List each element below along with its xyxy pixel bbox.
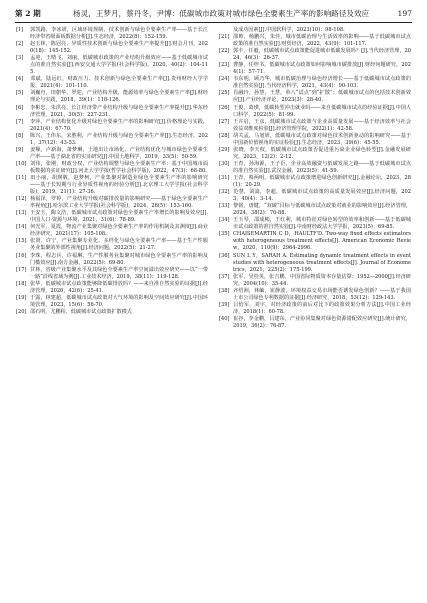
reference-entry <box>16 238 208 252</box>
reference-text: 刘伟，张刚，财政分权、产业结构调整与绿色全要素生产率：基于中国城市面板数据的实证研究[J].河北大学学报(哲学社会科学版)，2022，47(3)：68-80. <box>30 160 208 174</box>
header-rule <box>15 22 412 23</box>
reference-number: [14] <box>16 224 27 231</box>
reference-number: [34] <box>219 217 230 224</box>
running-header <box>15 7 412 20</box>
reference-entry <box>219 147 411 161</box>
reference-text: 崔谷，李金鹏，吕建东，产业协同集聚对绿色资源错配效应研究[J].统计研究，2019，36(2)：76-87. <box>233 315 411 329</box>
references-right-column <box>219 27 411 330</box>
reference-entry <box>16 147 208 161</box>
reference-number: [35] <box>219 231 230 238</box>
reference-number: [18] <box>16 280 27 287</box>
reference-text: 张军，吴桂英，张吉鹏，中国省际物质资本存量估算：1952—2000[J].经济研究，2004(10)：35-44. <box>233 273 411 287</box>
reference-entry <box>16 55 208 76</box>
reference-entry <box>219 203 411 217</box>
reference-entry <box>16 175 208 196</box>
reference-number: [25] <box>219 90 230 97</box>
reference-entry <box>16 253 208 267</box>
reference-text: 王安玉，陶文浩，低碳城市试点政策对绿色全要素生产率增长的影响及效应[J].中国人口·资源与环境，2021，31(6)：78-89. <box>30 210 208 224</box>
reference-text: 吕怡军，刘宇，对经济政策的前后对比下的政策效果分析方法[J].中国工业经济，2018(1)：60-78. <box>233 301 411 315</box>
reference-number: [37] <box>219 273 230 280</box>
reference-text: 田小丽，胡瑛敬，赵梦柯，产业集聚对制造业绿色全要素生产率的影响研究——基于长短期与行业异质性视角的经验分析[J].北京理工大学学报(社会科学版)，2019，21(1)：27-36. <box>30 174 208 196</box>
reference-text: 及成功因素[J].中国软科学，2023(10)：98-108. <box>233 27 345 33</box>
reference-text: 孟迎，王晴飞，刘丽，低碳城市政策的产业结构升级效应——基于低碳城市试点的准自然实验[J].西安交通大学学报(社会科学版)，2020，40(2)：104-115. <box>30 55 208 76</box>
reference-text: 李彬忠，朱洪亮，长江经济带产业结构升级与绿色全要素生产率提升[J].华东经济管理，2021，30(5)：227-231. <box>30 104 208 118</box>
reference-number: [5] <box>16 90 24 97</box>
reference-text: 齐绍洲，林岫，崔静波，环境权益交易市场能否诱发绿色创新？——基于我国上市公司绿色专利数据的证据[J].经济研究，2018，53(12)：129-143. <box>233 287 411 301</box>
reference-entry <box>219 288 411 302</box>
reference-entry <box>16 224 208 238</box>
reference-text: 黎铭，唐键，“双碳”目标与低碳城市试点政策对就业的影响效应[J].经济管理，2024，38(2)：76-88. <box>233 203 411 217</box>
reference-number: [15] <box>16 238 27 245</box>
reference-entry <box>16 267 208 281</box>
references-left-column <box>16 27 208 316</box>
reference-entry <box>16 90 208 104</box>
reference-text: 曹静，任梓书，低碳城市试点政策如何影响城市碳排放[J].财经问题研究，2024(1)：57-71. <box>233 62 411 76</box>
reference-entry <box>219 175 411 189</box>
reference-entry <box>16 76 208 90</box>
reference-text: 杨福泽，罗婷，产业结构升级对碳排放量的影响研究——基于绿色全要素生产率视角[J].哈尔滨工业大学学报(社会科学版)，2024，26(5)：153-160. <box>30 196 208 210</box>
reference-number: [1] <box>16 27 24 33</box>
reference-number: [19] <box>16 294 27 301</box>
reference-entry <box>219 302 411 316</box>
reference-text: 郭丰，任毅，低碳城市试点政策能促进城市低碳发展吗？[J].当代经济管理，2024，46(3)：26-37. <box>233 48 411 62</box>
reference-text: 何光军，夏霞，物流产业集聚对绿色全要素生产率的作用机制及其测度[J].商业经济研究，2021(17)：105-108. <box>30 224 208 238</box>
reference-number: [11] <box>16 174 27 181</box>
reference-number: [17] <box>16 266 27 273</box>
issue-label: 第 2 期 <box>15 9 41 18</box>
reference-entry <box>16 41 208 55</box>
reference-entry <box>219 274 411 288</box>
reference-entry <box>219 119 411 133</box>
reference-entry <box>16 161 208 175</box>
reference-number: [22] <box>219 48 230 55</box>
reference-number: [40] <box>219 315 230 322</box>
reference-number: [26] <box>219 104 230 111</box>
reference-entry <box>16 210 208 224</box>
reference-entry <box>219 231 411 252</box>
reference-entry <box>16 27 208 41</box>
reference-number: [29] <box>219 146 230 153</box>
reference-text: 陈兴，王伟东，宋胜利，产业结构升级与绿色全要素生产率[J].生态经济，2021，37(12)：43-53. <box>30 132 208 146</box>
reference-text: 韦东明，顾乃华，城市低碳治理与绿色经济增长——基于低碳城市试点政策的准自然实验[J].当代经济科学，2021，43(4)：90-103. <box>233 76 411 90</box>
reference-text: 肖融玲，孙慧，王慧，单八“试点”到“扩散”：低碳城市试点的包括技术创新效应[J].产业经济评论，2023(3)：28-40. <box>233 90 411 104</box>
reference-number: [28] <box>219 132 230 139</box>
running-title: 杨灵，王梦月，蔡丹冬，尹博：低碳城市政策对城市绿色全要素生产率的影响路径及效应 <box>73 9 370 18</box>
reference-text: 胡关孟，马旭妍，低碳城市试点政策对绿色技术创新驱动的影响研究——基于中国新价值视角的实证检验[J].生态经济，2023，39(6)：45-55. <box>233 132 411 146</box>
page-number: 197 <box>397 9 412 18</box>
reference-text: 邓斌，陆远红，财政压力、技术创新与绿色全要素生产率[J].贵州财经大学学报，2021(4)：101-110. <box>30 76 208 90</box>
reference-number: [32] <box>219 189 230 196</box>
reference-text: 王俊，葛瑛，低碳转型冲击就业吗——来自低碳城市试点的经验证据[J].中国人口科学，2022(5)：81-99. <box>233 104 411 118</box>
reference-number: [6] <box>16 104 24 111</box>
reference-text: 王玉琴，邵成彬，王红利，城市特征对绿色转型的效率和创新——基于低碳城市试点政策的准自然实验[J].中南财经政法大学学报，2023(5)：69-85. <box>233 217 411 231</box>
reference-entry <box>219 105 411 119</box>
reference-entry <box>16 196 208 210</box>
reference-text: 张华，低碳城市试点政策能够降低碳排放吗？——来自准自然实验的证据[J].经济管理，2020，42(6)：25-41. <box>30 280 208 294</box>
reference-number: [30] <box>219 160 230 167</box>
reference-entry <box>16 119 208 133</box>
reference-number: [7] <box>16 118 24 125</box>
reference-text: 王育，孙海源，王子臣，企业高效融资与低碳发展之路——基于低碳城市试点的准自然实验[J].武汉金融，2023(5)：41-59. <box>233 160 411 174</box>
reference-entry <box>16 309 208 316</box>
reference-entry <box>219 90 411 104</box>
reference-number: [24] <box>219 76 230 83</box>
reference-number: [20] <box>16 308 27 315</box>
reference-entry <box>16 281 208 295</box>
reference-entry <box>219 217 411 231</box>
reference-number: [13] <box>16 210 27 217</box>
reference-text: 甘林，省级产业集聚水平及其绿色全要素生产率空间溢出效应研究——以“一带一路”沿线省域为例[J].工业技术经济，2019，38(11)：119-128. <box>30 266 208 280</box>
reference-number: [4] <box>16 76 24 83</box>
reference-entry <box>219 62 411 76</box>
reference-text: 赵玉林，陈冠亮，异质性技术创新与绿色全要素生产率提升[J].财会月刊，2020(18)：145-152. <box>30 41 208 55</box>
reference-number: [27] <box>219 118 230 125</box>
reference-text: 范慧，刘嵩，李超，低碳城市试点政策的高质量发展效应[J].经济问题，2023，40(4)：3-14. <box>233 189 411 203</box>
reference-entry <box>16 105 208 119</box>
reference-number: [31] <box>219 174 230 181</box>
reference-number: [3] <box>16 55 24 62</box>
reference-entry <box>219 161 411 175</box>
reference-number: [36] <box>219 252 230 259</box>
reference-text: 张贤，许宁，产业集聚专业化、多样化与绿色全要素生产率——基于生产性服务业集聚的外部性视角[J].经济问题，2022(5)：21-27. <box>30 238 208 252</box>
reference-text: SUN L Y，SARAH A. Estimating dynamic treatment effects in event studies with heterogeneous treatment effects[J]. Journal of Econometrics，2021，225(2)：175-199. <box>233 252 411 273</box>
reference-text: 刘巍舟，田朝华，罗迎，产业结构升级、能源效率与绿色全要素生产率[J].财经理论与实践，2018，39(1)：118-126. <box>30 90 208 104</box>
reference-text: 姜顺，卢新海，萧梦琳，土地出让市场化、产业结构优化与城市绿色全要素生产率——基于湖北省的实证研究[J].中国土地科学，2019，33(5)：50-59. <box>30 146 208 160</box>
reference-text: 李珠，程志兵，许福琳，生产性服务业集聚对城市绿色全要素生产率的影响及门槛效应[J].南方金融，2022(5)：69-80. <box>30 252 208 266</box>
reference-number: [10] <box>16 160 27 167</box>
reference-entry <box>219 48 411 62</box>
reference-text: 王卉启，王彦，低碳城市试点政策与企业高质量发展——基于经济效率与社会效益双维度检验[J].经济管理学院，2022(1)：42-58. <box>233 118 411 132</box>
reference-text: 邵石明，尤鹏程，低碳城市试点政策扩散模式 <box>30 308 132 315</box>
reference-text: CHAISEMARTIN C D，HAULTF'D. Two-way fixed effects estimators with heterogeneous treatment effects[J]. American Economic Review，2020，110(9)：2964-2996. <box>233 231 411 252</box>
reference-text: 张晓，李天权，低碳城市试点政策否促进重污染企业绿色转型[J].金融发展研究，2023，12(2)：2-12. <box>233 146 411 160</box>
reference-number: [38] <box>219 287 230 294</box>
reference-number: [21] <box>219 34 230 41</box>
reference-number: [33] <box>219 203 230 210</box>
reference-number: [9] <box>16 146 24 153</box>
reference-number: [39] <box>219 301 230 308</box>
reference-number: [8] <box>16 132 24 139</box>
reference-entry <box>219 76 411 90</box>
reference-number: [16] <box>16 252 27 259</box>
reference-number: [23] <box>219 62 230 69</box>
reference-number: [2] <box>16 41 24 48</box>
reference-text: 王青，蔡两明，低碳城市试点政策增进绿色创新研究[J].金融论坛，2023，28(1)：20-29. <box>233 174 411 189</box>
reference-entry <box>16 295 208 309</box>
reference-entry <box>219 34 411 48</box>
reference-entry <box>219 133 411 147</box>
reference-text: 邵帅，杨鹏兴，朱佳，城市低碳治理与生活效率的影响——基于低碳城市试点政策的准自然实验[J].财贸经济，2022，43(9)：101-117. <box>233 34 411 48</box>
reference-entry <box>219 316 411 330</box>
reference-entry <box>16 133 208 147</box>
reference-number: [12] <box>16 196 27 203</box>
reference-entry <box>219 253 411 274</box>
reference-entry <box>219 27 411 34</box>
reference-entry <box>219 189 411 203</box>
reference-text: 于露，林建超，低碳城市试点政策对大气环境的影响及空间效应研究[J].中国环境管理，2023，15(6)：56-70. <box>30 294 208 308</box>
reference-text: 李萍，产业结构优化升级对绿色全要素生产率的影响研究[J].价格理论与实践，2021(4)：67-70. <box>30 118 208 132</box>
reference-text: 郭凯路，李冰妍，区域环境规制、技术创新与绿色全要素生产率——基于长江经济带省级面板数据分析[J].生态经济，2022(8)：152-159. <box>30 27 208 41</box>
